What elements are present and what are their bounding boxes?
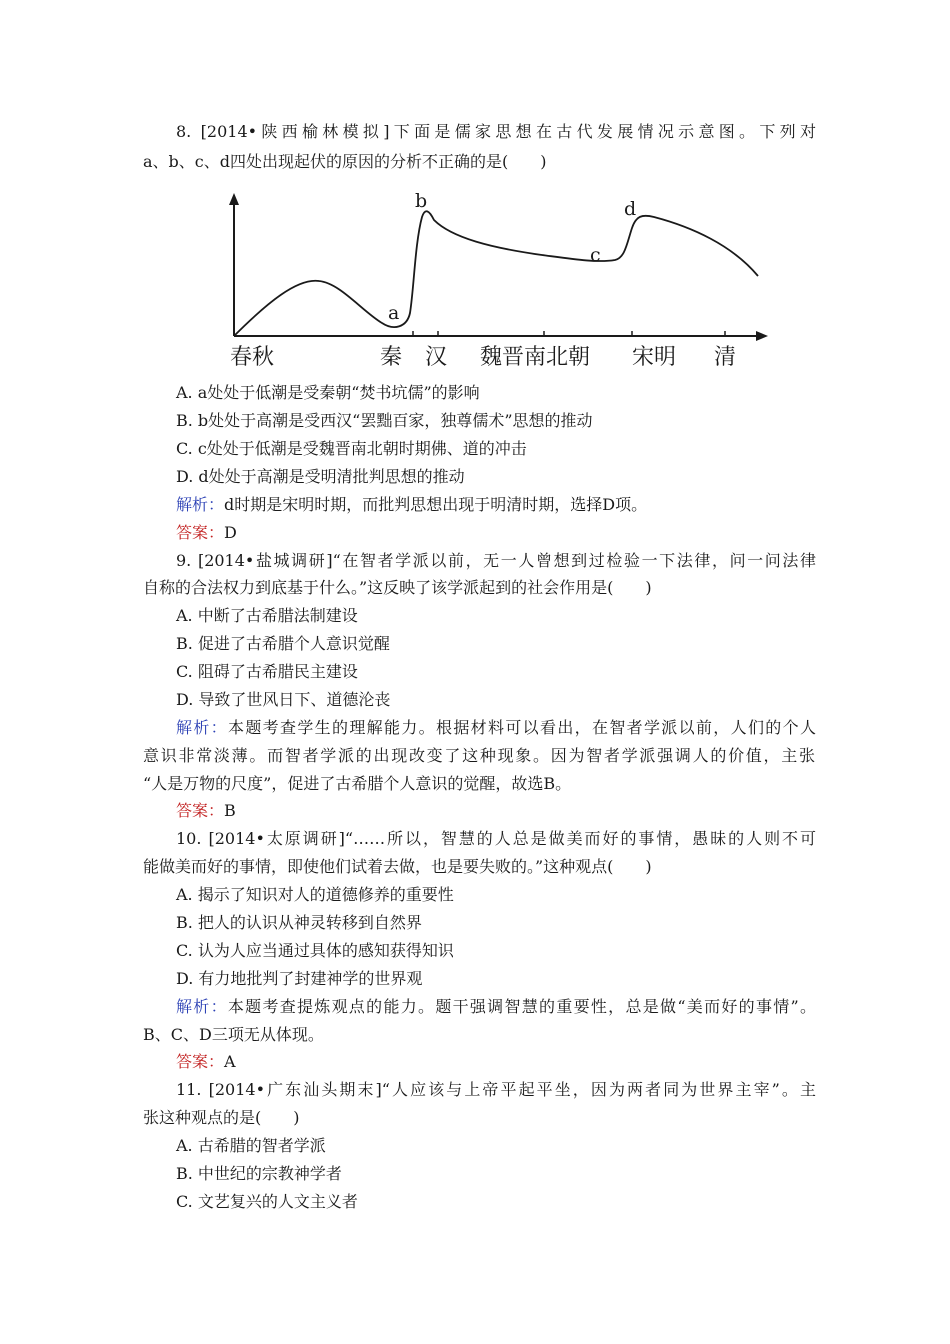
q10-analysis-label: 解析：: [176, 997, 228, 1016]
q11-option-c: C. 文艺复兴的人文主义者: [176, 1192, 358, 1211]
q11-option-a: A. 古希腊的智者学派: [176, 1136, 326, 1155]
q9-analysis-text1: 本题考查学生的理解能力。根据材料可以看出，在智者学派以前，人们的个人: [228, 718, 816, 737]
q10-analysis-line2: B、C、D三项无从体现。: [143, 1025, 324, 1044]
q9-answer: [176, 801, 816, 821]
q10-answer-label: 答案：: [176, 1052, 225, 1071]
q9-option-b: B. 促进了古希腊个人意识觉醒: [176, 634, 390, 653]
q9-analysis-label: 解析：: [176, 718, 228, 737]
q11-option-b: B. 中世纪的宗教神学者: [176, 1164, 342, 1183]
q8-answer-value: D: [224, 523, 237, 542]
q9-option-c: C. 阻碍了古希腊民主建设: [176, 662, 358, 681]
x-label-songming: 宋明: [632, 345, 677, 370]
q10-option-d: D. 有力地批判了封建神学的世界观: [176, 969, 423, 988]
q10-option-b: B. 把人的认识从神灵转移到自然界: [176, 913, 422, 932]
q9-option-a: A. 中断了古希腊法制建设: [176, 606, 358, 625]
q9-stem-line2: 自称的合法权力到底基于什么。”这反映了该学派起到的社会作用是( ): [143, 578, 652, 597]
q9-analysis-line1: [176, 718, 816, 738]
q8-answer: [176, 523, 816, 543]
q8-analysis: [176, 495, 816, 515]
x-label-chunqiu: 春秋: [230, 345, 275, 370]
q10-option-a: A. 揭示了知识对人的道德修养的重要性: [176, 885, 454, 904]
q8-analysis-label: 解析：: [176, 495, 225, 514]
q9-option-d: D. 导致了世风日下、道德沦丧: [176, 690, 391, 709]
q8-stem-line2: a、b、c、d四处出现起伏的原因的分析不正确的是( ): [143, 152, 547, 171]
point-label-a: a: [388, 302, 400, 324]
q8-option-a: A. a处处于低潮是受秦朝“焚书坑儒”的影响: [176, 383, 480, 402]
q10-answer-value: A: [224, 1052, 236, 1071]
q10-option-c: C. 认为人应当通过具体的感知获得知识: [176, 941, 454, 960]
q9-answer-value: B: [224, 801, 236, 820]
q11-stem-line1: 11. [2014•广东汕头期末]“人应该与上帝平起平坐，因为两者同为世界主宰”。主: [176, 1080, 816, 1099]
q10-stem-line2: 能做美而好的事情，即使他们试着去做，也是要失败的。”这种观点( ): [143, 857, 652, 876]
q11-stem-line2: 张这种观点的是( ): [143, 1108, 300, 1127]
q10-analysis-line1: [176, 997, 816, 1017]
q10-analysis-text1: 本题考查提炼观点的能力。题干强调智慧的重要性，总是做“美而好的事情”。: [227, 997, 816, 1016]
q10-stem-line1: 10. [2014•太原调研]“……所以，智慧的人总是做美而好的事情，愚昧的人则不可: [176, 829, 816, 848]
q10-answer: [176, 1052, 816, 1072]
x-label-han: 汉: [425, 345, 448, 370]
q9-analysis-line2: 意识非常淡薄。而智者学派的出现改变了这种现象。因为智者学派强调人的价值，主张: [143, 746, 815, 765]
confucianism-trend-chart: [222, 183, 768, 375]
q8-stem-line1: 8. [2014•陕西榆林模拟]下面是儒家思想在古代发展情况示意图。下列对: [176, 122, 816, 141]
x-label-qin: 秦: [380, 345, 403, 370]
q8-option-c: C. c处处于低潮是受魏晋南北朝时期佛、道的冲击: [176, 439, 527, 458]
y-axis-arrow: [229, 193, 239, 205]
trend-line: [234, 211, 758, 336]
x-label-weijin-nanbeichao: 魏晋南北朝: [480, 345, 591, 370]
q9-stem-line1: 9. [2014•盐城调研]“在智者学派以前，无一人曾想到过检验一下法律，问一问法律: [176, 551, 816, 570]
q8-answer-label: 答案：: [176, 523, 225, 542]
x-axis-arrow: [756, 331, 768, 341]
q8-option-d: D. d处处于高潮是受明清批判思想的推动: [176, 467, 465, 486]
q8-analysis-text: d时期是宋明时期，而批判思想出现于明清时期，选择D项。: [224, 495, 648, 514]
point-label-b: b: [415, 190, 428, 212]
point-label-c: c: [590, 244, 601, 266]
q8-option-b: B. b处处于高潮是受西汉“罢黜百家，独尊儒术”思想的推动: [176, 411, 593, 430]
point-label-d: d: [624, 198, 637, 220]
q9-answer-label: 答案：: [176, 801, 225, 820]
x-label-qing: 清: [714, 345, 737, 370]
q9-analysis-line3: “人是万物的尺度”，促进了古希腊个人意识的觉醒，故选B。: [143, 774, 572, 793]
